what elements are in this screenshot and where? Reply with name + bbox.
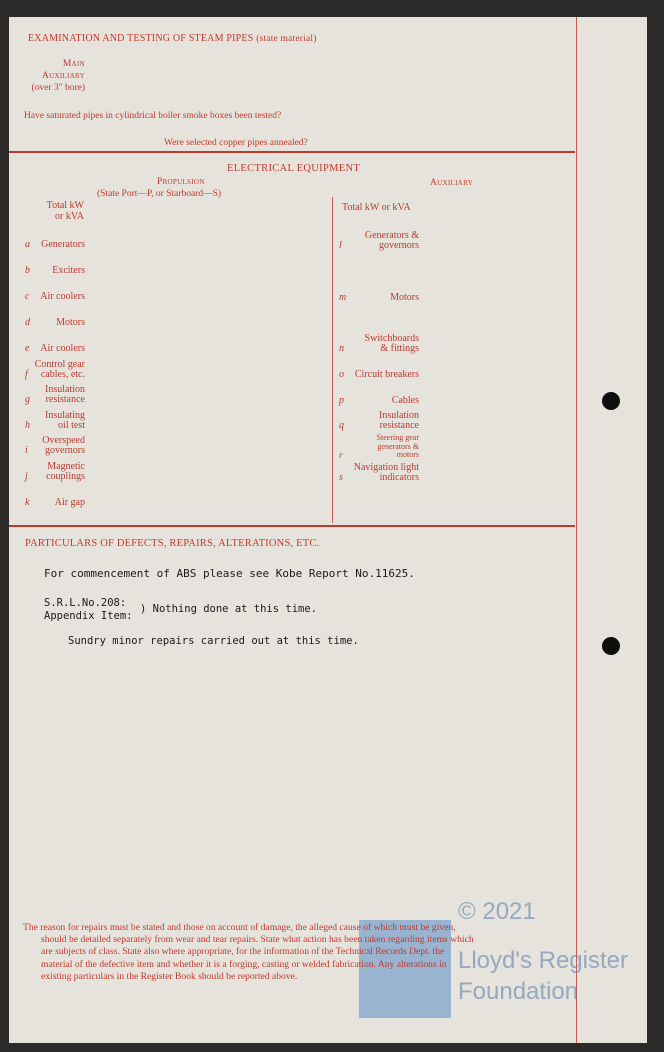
copper-pipes-question: Were selected copper pipes annealed? <box>164 138 308 148</box>
watermark-year: © 2021 <box>458 898 536 925</box>
electrical-column-divider <box>332 197 333 523</box>
propulsion-note: (State Port—P, or Starboard—S) <box>97 189 222 199</box>
item-r-steering-gear: r Steering gear generators & motors <box>339 433 419 460</box>
section-divider-2 <box>9 525 575 527</box>
item-i-overspeed: i Overspeed governors <box>25 435 85 456</box>
steam-pipes-title: EXAMINATION AND TESTING OF STEAM PIPES (state material) <box>28 33 317 44</box>
item-f-control-gear: f Control gear cables, etc. <box>25 359 85 380</box>
footer-instructions: The reason for repairs must be stated and those on account of damage, the alleged cause of which must be given, should be detailed separately from wear and tear repairs. State what action has been taken regarding items which are subjects of class. State also where appropriate, for the information of the Technical Records Dept. the material of the defective item and whether it is a forging, casting or welded fabrication. Any alterations in existing particulars in the Register Book should be reported above. <box>23 922 474 982</box>
item-g-insulation: g Insulation resistance <box>25 384 85 405</box>
auxiliary-column-label: Auxiliary <box>430 178 474 188</box>
right-margin-rule <box>576 17 577 1043</box>
item-q-insulation: q Insulation resistance <box>339 410 419 431</box>
right-total-kw: Total kW or kVA <box>342 202 411 213</box>
item-j-magnetic: j Magnetic couplings <box>25 461 85 482</box>
typed-nothing-done: ) Nothing done at this time. <box>140 603 318 615</box>
left-total-kw: Total kW or kVA <box>46 200 84 222</box>
propulsion-label: Propulsion <box>157 177 205 187</box>
section-divider-1 <box>9 151 575 153</box>
document-sheet: EXAMINATION AND TESTING OF STEAM PIPES (state material) Main Auxiliary (over 3" bore) Have saturated pipes in cylindrical boiler smoke boxes been tested? Were selected copper pipes annealed? ELECTRICAL EQUIPMENT Propulsion (State Port—P, or Starboard—S) Auxiliary Total kW or kVA Total kW or kVA a Generators b Exciters c Air coolers d Motors e Air coolers f Control gear cables, etc. g Insulation resistance h Insulating oil test i Overspeed governors j Magnetic couplings k Air gap l Generators & governors m Motors n Switchboards & fittings o Circuit breakers p Cables q Insulation resistance r Steering gear generators & motors s Navigation light indicators PARTICULARS OF DEFECTS, REPAIRS, ALTERATIONS, ETC. For commencement of ABS please see Kobe Report No.11625. S.R.L.No.208: Appendix Item: ) Nothing done at this time. Sundry minor repairs carried out at this time. © 2021 Lloyd's Register Foundation The reason for repairs must be stated and those on account of damage, the alleged cause of which must be given, should be detailed separately from wear and tear repairs. State what action has been taken regarding items which are subjects of class. State also where appropriate, for the information of the Technical Records Dept. the material of the defective item and whether it is a forging, casting or welded fabrication. Any alterations in existing particulars in the Register Book should be reported above. <box>9 17 647 1043</box>
punch-hole-upper <box>602 392 620 410</box>
electrical-title: ELECTRICAL EQUIPMENT <box>227 163 361 174</box>
typed-kobe-report: For commencement of ABS please see Kobe Report No.11625. <box>44 567 415 580</box>
auxiliary-label: Auxiliary <box>41 71 85 81</box>
item-s-navigation-light: s Navigation light indicators <box>339 462 419 483</box>
typed-sundry-repairs: Sundry minor repairs carried out at this time. <box>68 635 359 647</box>
bore-label: (over 3" bore) <box>31 83 85 93</box>
defects-title: PARTICULARS OF DEFECTS, REPAIRS, ALTERATIONS, ETC. <box>25 538 320 549</box>
typed-appendix-item: Appendix Item: <box>44 610 133 622</box>
punch-hole-lower <box>602 637 620 655</box>
watermark-org-name: Lloyd's Register <box>458 947 628 974</box>
item-h-insulating-oil: h Insulating oil test <box>25 410 85 431</box>
typed-srl-number: S.R.L.No.208: <box>44 597 127 609</box>
watermark-foundation: Foundation <box>458 978 579 1005</box>
item-l-generators: l Generators & governors <box>339 230 419 251</box>
item-n-switchboards: n Switchboards & fittings <box>339 333 419 354</box>
main-label: Main <box>62 59 85 69</box>
smoke-box-question: Have saturated pipes in cylindrical boiler smoke boxes been tested? <box>24 111 282 121</box>
